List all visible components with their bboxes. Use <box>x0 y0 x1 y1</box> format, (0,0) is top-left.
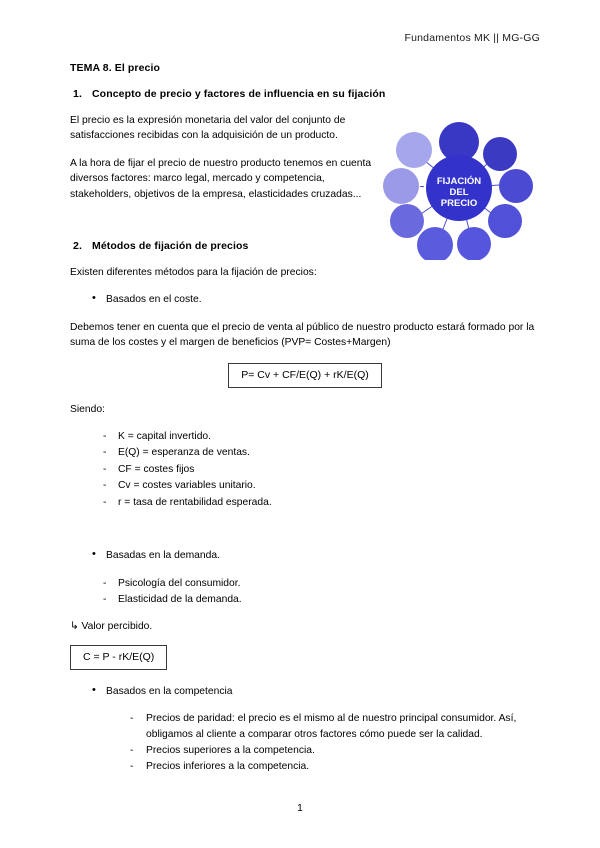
document-body <box>70 62 540 787</box>
spacer <box>70 522 540 548</box>
list-item: - Elasticidad de la demanda. <box>70 592 540 607</box>
list-item: - Precios inferiores a la competencia. <box>70 759 540 774</box>
list-item: - r = tasa de rentabilidad esperada. <box>70 495 540 510</box>
list-item: - K = capital invertido. <box>70 429 540 444</box>
paragraph-definicion-precio: El precio es la expresión monetaria del valor del conjunto de satisfacciones recibidas con la adquisición de un producto. <box>70 115 346 142</box>
list-item: • Basados en el coste. <box>70 292 540 307</box>
diagram-center-line-2: DEL <box>449 187 469 198</box>
diagram-center-line-3: PRECIO <box>440 198 478 209</box>
list-demanda-items <box>70 576 540 608</box>
page-title: TEMA 8. El precio <box>70 62 160 74</box>
list-item: • Basadas en la demanda. <box>70 548 540 563</box>
list-item: - Psicología del consumidor. <box>70 576 540 591</box>
paragraph-factores: A la hora de fijar el precio de nuestro producto tenemos en cuenta diversos factores: marco legal, mercado y competencia, stakeholders, objetivos de la empresa, elasticidades cruzadas... <box>70 157 372 200</box>
list-item: - Precios superiores a la competencia. <box>70 743 540 758</box>
list-item: - Precios de paridad: el precio es el mismo al de nuestro principal consumidor. Así, obligamos al cliente a comparar otros factores cómo puede ser la calidad. <box>70 711 540 742</box>
list-item: - Cv = costes variables unitario. <box>70 478 540 493</box>
list-metodo-demanda <box>70 548 540 563</box>
list-competencia-items <box>70 711 540 775</box>
paragraph-pvp: Debemos tener en cuenta que el precio de venta al público de nuestro producto estará formado por la suma de los costes y el margen de beneficios (PVP= Costes+Margen) <box>70 321 535 349</box>
section-number-2: 2. <box>73 240 82 253</box>
label-siendo: Siendo: <box>70 403 105 415</box>
diagram-center-line-1: FIJACIÓN <box>436 176 482 187</box>
page-number: 1 <box>297 803 303 814</box>
page-header: Fundamentos MK || MG-GG <box>404 32 540 44</box>
list-metodo-coste <box>70 292 540 307</box>
section-heading-2 <box>70 240 540 252</box>
section-number-1: 1. <box>73 88 82 100</box>
list-definiciones-variables <box>70 429 540 510</box>
list-metodo-competencia <box>70 684 540 699</box>
formula-precio: P= Cv + CF/E(Q) + rK/E(Q) <box>228 363 381 388</box>
formula-valor-percibido-container <box>70 645 540 670</box>
section-title-2: Métodos de fijación de precios <box>92 240 249 253</box>
list-item: - CF = costes fijos <box>70 462 540 477</box>
formula-valor-percibido: C = P - rK/E(Q) <box>70 645 167 670</box>
paragraph-metodos-intro: Existen diferentes métodos para la fijación de precios: <box>70 267 317 279</box>
section-heading-1 <box>70 88 540 100</box>
spacer <box>70 214 540 240</box>
list-item: - E(Q) = esperanza de ventas. <box>70 445 540 460</box>
note-valor-percibido: ↳ Valor percibido. <box>70 621 153 633</box>
list-item: • Basados en la competencia <box>70 684 540 699</box>
formula-precio-container <box>70 363 540 388</box>
section-title-1: Concepto de precio y factores de influencia en su fijación <box>92 88 386 100</box>
